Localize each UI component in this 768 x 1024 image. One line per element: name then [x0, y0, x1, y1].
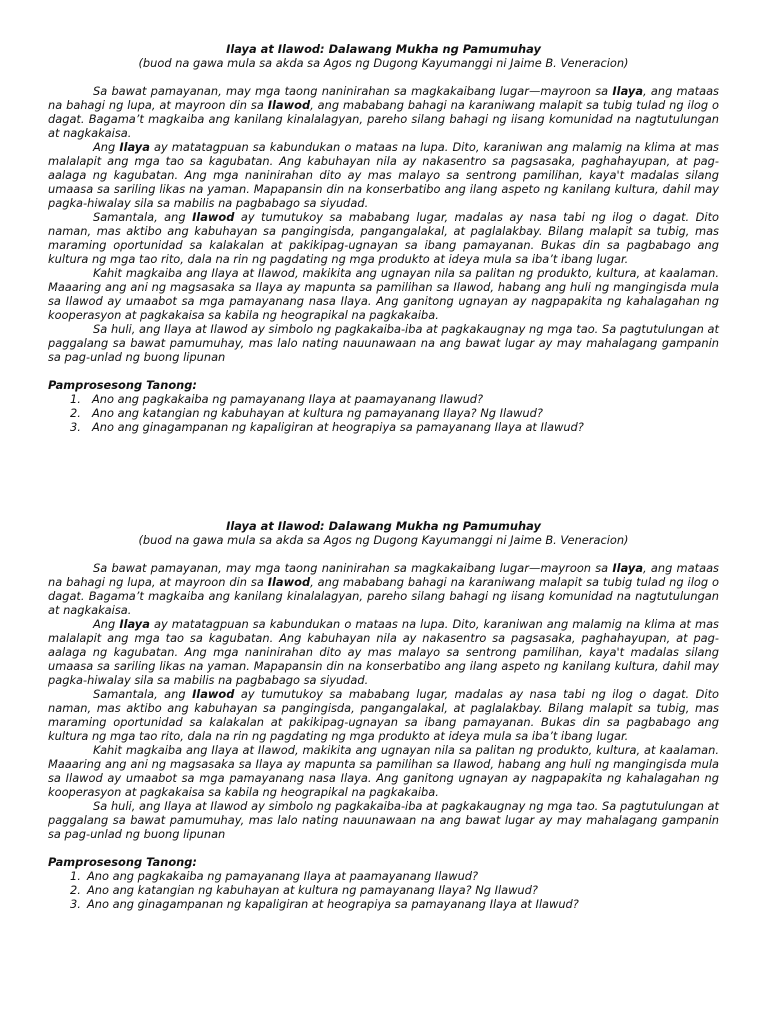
question-number: 2. [70, 406, 81, 420]
question-number: 1. [70, 392, 81, 406]
paragraph-5: Sa huli, ang Ilaya at Ilawod ay simbolo ng pagkakaiba-iba at pagkakaugnay ng mga tao. Sa pagtutulungan at paggalang sa bawat pamumuhay, mas lalo nating nauunawaan na ang bawat lugar ay may mahalagang gampanin sa pag-unlad ng buong lipunan [48, 799, 719, 841]
question-number: 1. [70, 869, 81, 883]
paragraph-5: Sa huli, ang Ilaya at Ilawod ay simbolo ng pagkakaiba-iba at pagkakaugnay ng mga tao. Sa pagtutulungan at paggalang sa bawat pamumuhay, mas lalo nating nauunawaan na ang bawat lugar ay may mahalagang gampanin sa pag-unlad ng buong lipunan [48, 322, 719, 364]
questions-heading: Pamprosesong Tanong: [48, 378, 197, 392]
questions-heading: Pamprosesong Tanong: [48, 855, 197, 869]
questions-list [48, 869, 719, 911]
paragraph-4: Kahit magkaiba ang Ilaya at Ilawod, makikita ang ugnayan nila sa palitan ng produkto, kultura, at kaalaman. Maaaring ang ani ng magsasaka sa Ilaya ay mapunta sa pamilihan sa Ilawod, habang ang huli ng mangingisda mula sa Ilawod ay umaabot sa mga pamayanang nasa Ilaya. Ang ganitong ugnayan ay nagpapakita ng kahalagahan ng kooperasyon at pagkakaisa sa kabila ng heograpikal na pagkakaiba. [48, 266, 719, 322]
question-text: Ano ang ginagampanan ng kapaligiran at heograpiya sa pamayanang Ilaya at Ilawud? [87, 897, 579, 911]
question-text: Ano ang pagkakaiba ng pamayanang Ilaya at paamayanang Ilawud? [87, 869, 479, 883]
question-text: Ano ang katangian ng kabuhayan at kultura ng pamayanang Ilaya? Ng Ilawud? [92, 406, 543, 420]
document-title: Ilaya at Ilawod: Dalawang Mukha ng Pamumuhay [226, 519, 541, 533]
document-copy-1 [48, 42, 719, 434]
question-item [48, 392, 719, 406]
paragraph-2: Ang Ilaya ay matatagpuan sa kabundukan o mataas na lupa. Dito, karaniwan ang malamig na klima at mas malalapit ang mga tao sa kagubatan. Ang kabuhayan nila ay nakasentro sa pagsasaka, paghahayupan, at pag-aalaga ng kagubatan. Ang mga naninirahan dito ay mas malayo sa sentrong pamilihan, kaya't madalas silang umaasa sa sariling likas na yaman. Mapapansin din na konserbatibo ang ilang aspeto ng kanilang kultura, dahil may pagka-hiwalay sila sa mabilis na pagbabago sa siyudad. [48, 617, 719, 687]
document-subtitle: (buod na gawa mula sa akda sa Agos ng Dugong Kayumanggi ni Jaime B. Veneracion) [138, 533, 629, 547]
question-item [48, 420, 719, 434]
question-item [48, 869, 719, 883]
question-text: Ano ang pagkakaiba ng pamayanang Ilaya at paamayanang Ilawud? [92, 392, 484, 406]
document-title: Ilaya at Ilawod: Dalawang Mukha ng Pamumuhay [226, 42, 541, 56]
document-subtitle: (buod na gawa mula sa akda sa Agos ng Dugong Kayumanggi ni Jaime B. Veneracion) [138, 56, 629, 70]
paragraph-1: Sa bawat pamayanan, may mga taong naninirahan sa magkakaibang lugar—mayroon sa Ilaya, ang mataas na bahagi ng lupa, at mayroon din sa Ilawod, ang mababang bahagi na karaniwang malapit sa tubig tulad ng ilog o dagat. Bagama’t magkaiba ang kanilang kinalalagyan, pareho silang bahagi ng iisang komunidad na nagtutulungan at nagkakaisa. [48, 84, 719, 140]
questions-list [48, 392, 719, 434]
question-item [48, 406, 719, 420]
question-number: 3. [70, 420, 81, 434]
document-copy-2 [48, 519, 719, 911]
question-item [48, 883, 719, 897]
question-item [48, 897, 719, 911]
paragraph-3: Samantala, ang Ilawod ay tumutukoy sa mababang lugar, madalas ay nasa tabi ng ilog o dagat. Dito naman, mas aktibo ang kabuhayan sa pangingisda, pangangalakal, at paglalakbay. Bilang malapit sa tubig, mas maraming oportunidad sa kalakalan at pakikipag-ugnayan sa ibang pamayanan. Bukas din sa pagbabago ang kultura ng mga tao rito, dala na rin ng pagdating ng mga produkto at ideya mula sa iba’t ibang lugar. [48, 210, 719, 266]
question-number: 2. [70, 883, 81, 897]
question-text: Ano ang katangian ng kabuhayan at kultura ng pamayanang Ilaya? Ng Ilawud? [87, 883, 538, 897]
paragraph-3: Samantala, ang Ilawod ay tumutukoy sa mababang lugar, madalas ay nasa tabi ng ilog o dagat. Dito naman, mas aktibo ang kabuhayan sa pangingisda, pangangalakal, at paglalakbay. Bilang malapit sa tubig, mas maraming oportunidad sa kalakalan at pakikipag-ugnayan sa ibang pamayanan. Bukas din sa pagbabago ang kultura ng mga tao rito, dala na rin ng pagdating ng mga produkto at ideya mula sa iba’t ibang lugar. [48, 687, 719, 743]
question-number: 3. [70, 897, 81, 911]
paragraph-1: Sa bawat pamayanan, may mga taong naninirahan sa magkakaibang lugar—mayroon sa Ilaya, ang mataas na bahagi ng lupa, at mayroon din sa Ilawod, ang mababang bahagi na karaniwang malapit sa tubig tulad ng ilog o dagat. Bagama’t magkaiba ang kanilang kinalalagyan, pareho silang bahagi ng iisang komunidad na nagtutulungan at nagkakaisa. [48, 561, 719, 617]
paragraph-2: Ang Ilaya ay matatagpuan sa kabundukan o mataas na lupa. Dito, karaniwan ang malamig na klima at mas malalapit ang mga tao sa kagubatan. Ang kabuhayan nila ay nakasentro sa pagsasaka, paghahayupan, at pag-aalaga ng kagubatan. Ang mga naninirahan dito ay mas malayo sa sentrong pamilihan, kaya't madalas silang umaasa sa sariling likas na yaman. Mapapansin din na konserbatibo ang ilang aspeto ng kanilang kultura, dahil may pagka-hiwalay sila sa mabilis na pagbabago sa siyudad. [48, 140, 719, 210]
paragraph-4: Kahit magkaiba ang Ilaya at Ilawod, makikita ang ugnayan nila sa palitan ng produkto, kultura, at kaalaman. Maaaring ang ani ng magsasaka sa Ilaya ay mapunta sa pamilihan sa Ilawod, habang ang huli ng mangingisda mula sa Ilawod ay umaabot sa mga pamayanang nasa Ilaya. Ang ganitong ugnayan ay nagpapakita ng kahalagahan ng kooperasyon at pagkakaisa sa kabila ng heograpikal na pagkakaiba. [48, 743, 719, 799]
question-text: Ano ang ginagampanan ng kapaligiran at heograpiya sa pamayanang Ilaya at Ilawud? [92, 420, 584, 434]
